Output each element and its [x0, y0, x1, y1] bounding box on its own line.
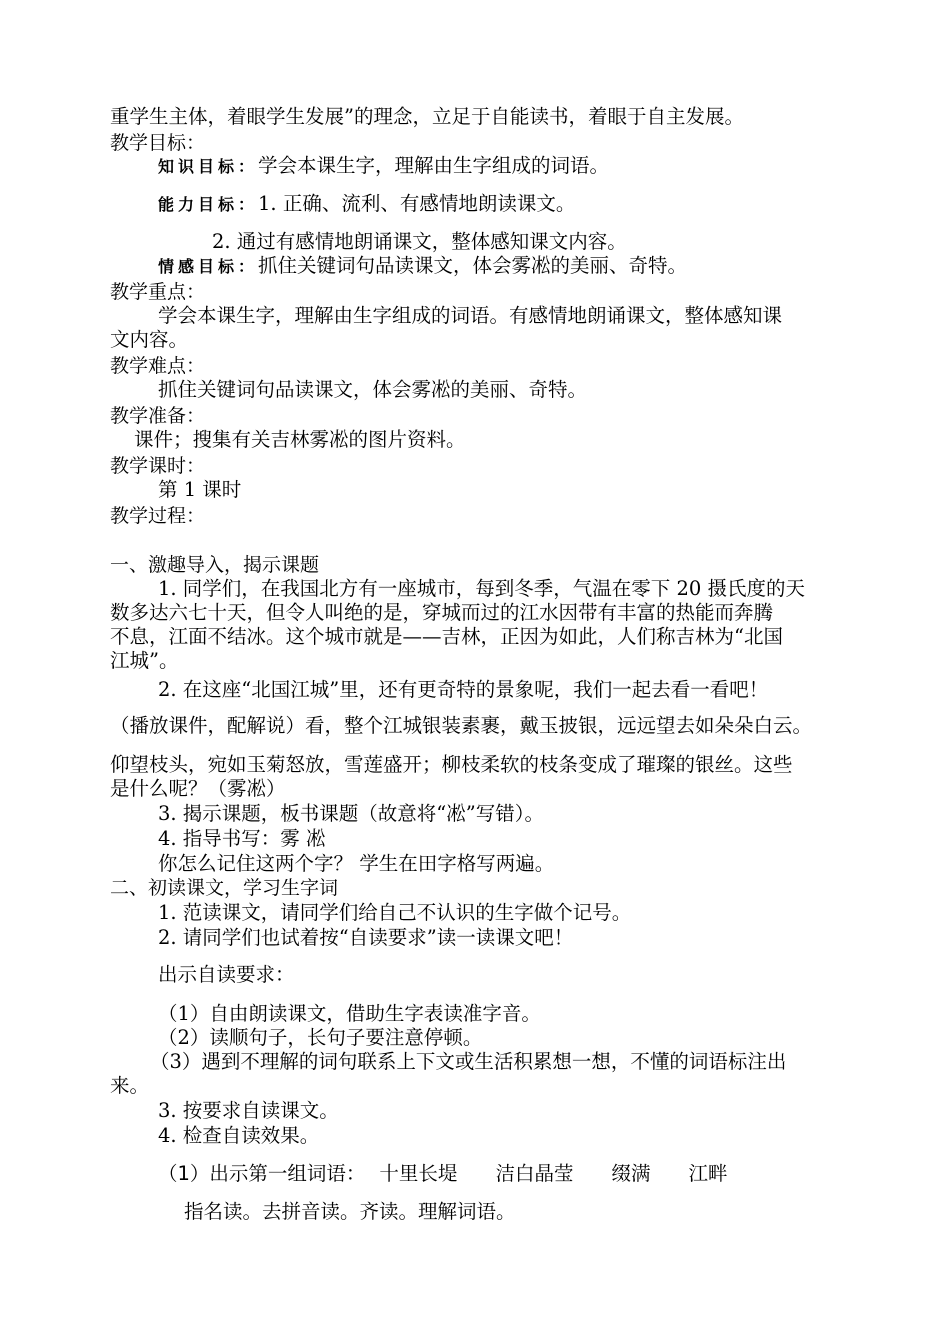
knowledge-label: 知识目标：	[158, 157, 259, 176]
section1-p6: 4. 指导书写：雾 凇	[158, 827, 326, 850]
requirement-2: （2）读顺句子，长句子要注意停顿。	[158, 1026, 483, 1049]
section1-p1-line1: 1. 同学们，在我国北方有一座城市，每到冬季，气温在零下 20 摄氏度的天	[158, 577, 806, 600]
section2-p2: 2. 请同学们也试着按“自读要求”读一读课文吧！	[158, 926, 574, 949]
knowledge-text: 学会本课生字，理解由生字组成的词语。	[258, 154, 610, 177]
section1-heading: 一、激趣导入，揭示课题	[110, 554, 320, 576]
ability-label: 能力目标：	[158, 195, 259, 214]
ability-objective	[158, 192, 575, 217]
periods-heading: 教学课时：	[110, 455, 206, 477]
word-group-label: （1）出示第一组词语：	[158, 1162, 366, 1185]
section1-p4-line2: 是什么呢？（雾凇）	[110, 777, 286, 800]
courseware-note: （播放课件，配解说）	[110, 714, 306, 737]
key-points-heading: 教学重点：	[110, 281, 206, 303]
section1-p1-line3: 不息，江面不结冰。这个城市就是——吉林，正因为如此，人们称吉林为“北国	[110, 625, 783, 648]
preparation-heading: 教学准备：	[110, 405, 206, 427]
difficulties-text: 抓住关键词句品读课文，体会雾凇的美丽、奇特。	[158, 378, 588, 401]
section2-p3: 3. 按要求自读课文。	[158, 1099, 339, 1122]
word-group-followup: 指名读。去拼音读。齐读。理解词语。	[184, 1200, 516, 1223]
objectives-heading: 教学目标：	[110, 132, 206, 154]
section1-p3	[110, 714, 812, 738]
ability-text-2: 2. 通过有感情地朗诵课文，整体感知课文内容。	[212, 230, 627, 253]
reading-requirements-heading: 出示自读要求：	[158, 963, 295, 986]
section1-p7: 你怎么记住这两个字？ 学生在田字格写两遍。	[158, 852, 555, 875]
requirement-1: （1）自由朗读课文，借助生字表读准字音。	[158, 1002, 541, 1025]
word-group-1	[158, 1162, 727, 1186]
section2-p1: 1. 范读课文，请同学们给自己不认识的生字做个记号。	[158, 901, 632, 924]
section1-p4-line1: 仰望枝头，宛如玉菊怒放，雪莲盛开；柳枝柔软的枝条变成了璀璨的银丝。这些	[110, 753, 793, 776]
word-item: 江畔	[688, 1162, 728, 1185]
ability-text-1: 1. 正确、流利、有感情地朗读课文。	[258, 192, 576, 215]
section1-p2: 2. 在这座“北国江城”里，还有更奇特的景象呢，我们一起去看一看吧！	[158, 678, 769, 701]
difficulties-heading: 教学难点：	[110, 355, 206, 377]
intro-line: 重学生主体，着眼学生发展”的理念，立足于自能读书，着眼于自主发展。	[110, 105, 744, 128]
key-points-line-2: 文内容。	[110, 328, 189, 351]
word-item: 洁白晶莹	[495, 1162, 574, 1185]
emotion-label: 情感目标：	[158, 257, 259, 276]
requirement-3-line2: 来。	[110, 1074, 150, 1097]
emotion-text: 抓住关键词句品读课文，体会雾凇的美丽、奇特。	[258, 254, 688, 277]
emotion-objective	[158, 254, 687, 279]
section1-p5: 3. 揭示课题，板书课题（故意将“凇”写错）。	[158, 802, 544, 825]
key-points-line-1: 学会本课生字，理解由生字组成的词语。有感情地朗诵课文，整体感知课	[158, 304, 783, 327]
process-heading: 教学过程：	[110, 505, 206, 527]
word-item: 缀满	[611, 1162, 651, 1185]
knowledge-objective	[158, 154, 609, 179]
section1-p3-rest: 看，整个江城银装素裹，戴玉披银，远远望去如朵朵白云。	[305, 714, 813, 737]
periods-text: 第 1 课时	[158, 478, 242, 501]
section1-p1-line2: 数多达六七十天，但令人叫绝的是，穿城而过的江水因带有丰富的热能而奔腾	[110, 601, 774, 624]
section1-p1-line4: 江城”。	[110, 649, 179, 672]
section2-heading: 二、初读课文，学习生字词	[110, 877, 339, 899]
section2-p4: 4. 检查自读效果。	[158, 1124, 320, 1147]
requirement-3-line1: （3）遇到不理解的词句联系上下文或生活积累想一想，不懂的词语标注出	[150, 1050, 787, 1073]
preparation-text: 课件；搜集有关吉林雾凇的图片资料。	[134, 428, 466, 451]
word-item: 十里长堤	[379, 1162, 458, 1185]
